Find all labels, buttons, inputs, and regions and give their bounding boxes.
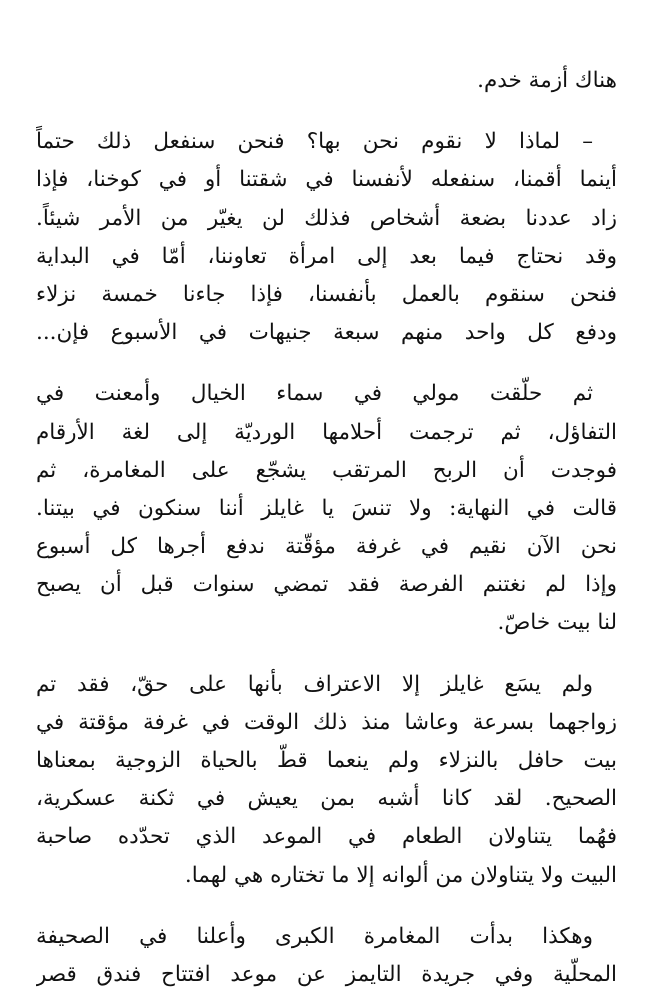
text-line: زواجهما بسرعة وعاشا منذ ذلك الوقت في غرفة مؤقتة في bbox=[36, 709, 617, 735]
text-line: ودفع كل واحد منهم سبعة جنيهات في الأسبوع فإن... bbox=[36, 320, 617, 346]
text-line: ولم يسَع غايلز إلا الاعتراف بأنها على حقّ، فقد تم bbox=[36, 671, 593, 697]
paragraph-2 bbox=[36, 123, 617, 352]
text-line: فنحن سنقوم بالعمل بأنفسنا، فإذا جاءنا خمسة نزلاء bbox=[36, 281, 617, 307]
text-line: فوجدت أن الربح المرتقب يشجّع على المغامرة، ثم bbox=[36, 457, 617, 483]
text-line: فهُما يتناولان الطعام في الموعد الذي تحدّده صاحبة bbox=[36, 824, 617, 850]
text-line: أينما أقمنا، سنفعله لأنفسنا في شقتنا أو في كوخنا، فإذا bbox=[36, 167, 617, 193]
text-line: البيت ولا يتناولان من ألوانه إلا ما تختاره هي لهما. bbox=[184, 862, 617, 888]
paragraph-1 bbox=[36, 62, 617, 100]
text-line: وقد نحتاج فيما بعد إلى امرأة تعاوننا، أمّا في البداية bbox=[36, 243, 617, 269]
text-line: هناك أزمة خدم. bbox=[477, 68, 617, 93]
paragraph-5 bbox=[36, 918, 617, 994]
text-line: الصحيح. لقد كانا أشبه بمن يعيش في ثكنة عسكرية، bbox=[36, 786, 617, 812]
text-line: المحلّية وفي جريدة التايمز عن موعد افتتاح فندق قصر bbox=[36, 961, 617, 987]
text-line: التفاؤل، ثم ترجمت أحلامها الورديّة إلى لغة الأرقام bbox=[36, 419, 617, 445]
text-line: لنا بيت خاصّ. bbox=[497, 610, 617, 636]
text-line: نحن الآن نقيم في غرفة مؤقّتة ندفع أجرها كل أسبوع bbox=[36, 534, 617, 560]
paragraph-4 bbox=[36, 666, 617, 895]
text-line: زاد عددنا بضعة أشخاص فذلك لن يغيّر من الأمر شيئاً. bbox=[36, 205, 617, 231]
text-line: ثم حلّقت مولي في سماء الخيال وأمعنت في bbox=[36, 381, 593, 407]
text-line: وإذا لم نغتنم الفرصة فقد تمضي سنوات قبل أن يصبح bbox=[36, 572, 617, 598]
paragraph-3 bbox=[36, 375, 617, 642]
text-line: – لماذا لا نقوم نحن بها؟ فنحن سنفعل ذلك حتماً bbox=[36, 129, 593, 155]
text-line: بيت حافل بالنزلاء ولم ينعما قطّ بالحياة الزوجية بمعناها bbox=[36, 748, 617, 773]
text-line: قالت في النهاية: ولا تنسَ يا غايلز أننا سنكون في بيتنا. bbox=[36, 495, 617, 521]
text-line: وهكذا بدأت المغامرة الكبرى وأعلنا في الصحيفة bbox=[36, 923, 593, 949]
